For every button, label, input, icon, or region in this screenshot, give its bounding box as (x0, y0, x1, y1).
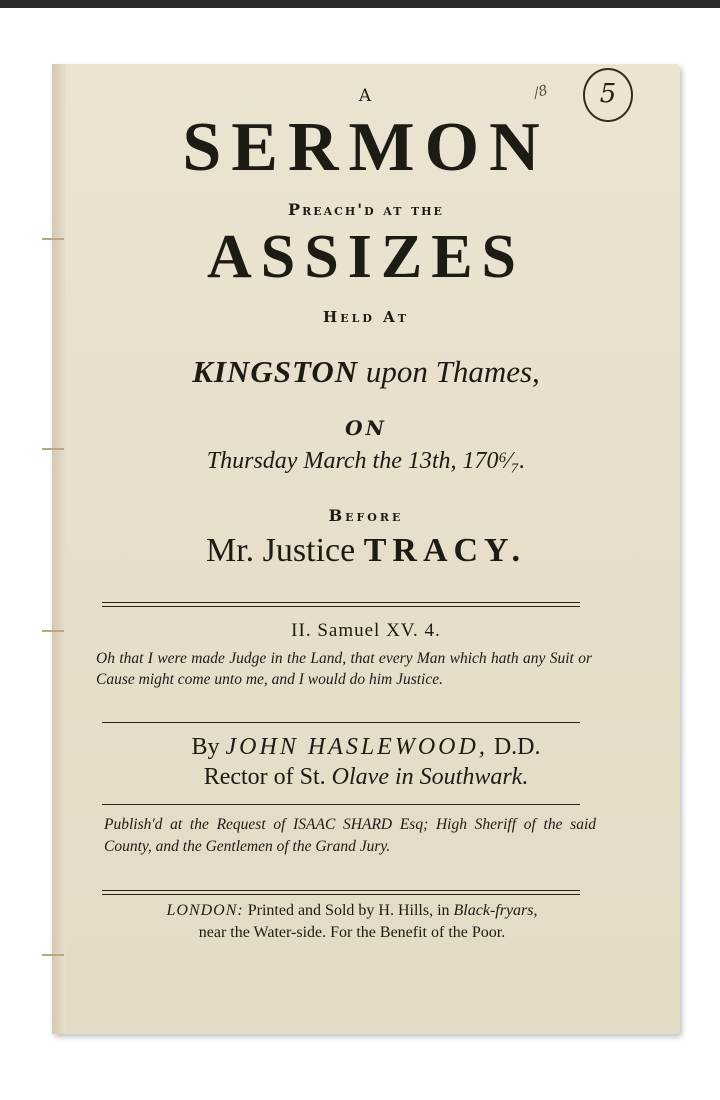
author-degree: D.D. (493, 734, 541, 760)
justice-name: TRACY. (363, 532, 526, 569)
imprint-city: LONDON: (166, 902, 244, 919)
rector-place: Olave in Southwark. (331, 764, 529, 790)
author-name: JOHN HASLEWOOD, (225, 734, 488, 760)
rector-prefix: Rector of St. (203, 764, 326, 790)
imprint-place: Black-fryars, (453, 902, 538, 919)
title-preached: Preach'd at the (288, 200, 444, 219)
handwritten-note: 5 (583, 68, 633, 122)
author-line (52, 734, 680, 761)
imprint-line2: near the Water-side. For the Benefit of the Poor. (198, 924, 506, 941)
title-justice (52, 532, 680, 570)
justice-prefix: Mr. Justice (206, 532, 356, 569)
divider-rule (102, 722, 580, 723)
divider-rule (102, 890, 580, 895)
scripture-reference: II. Samuel XV. 4. (291, 620, 441, 641)
title-article: A (358, 86, 374, 106)
scripture-quote: Oh that I were made Judge in the Land, that every Man which hath any Suit or Cause might come unto me, and I would do him Justice. (96, 650, 592, 688)
binding-thread (42, 954, 64, 956)
author-by: By (191, 734, 220, 760)
divider-rule (102, 804, 580, 805)
handwritten-mark: /8 (532, 82, 550, 102)
rector-line (52, 764, 680, 791)
top-border (0, 0, 720, 8)
title-held-at: Held At (323, 308, 409, 326)
title-assizes: ASSIZES (206, 223, 526, 291)
place-main: KINGSTON (192, 354, 359, 389)
imprint-line1: Printed and Sold by H. Hills, in (247, 902, 450, 919)
imprint (104, 900, 600, 944)
title-sermon: SERMON (182, 109, 550, 186)
title-place (52, 354, 680, 390)
publication-note: Publish'd at the Request of ISAAC SHARD Esq; High Sheriff of the said County, and the Gentlemen of the Grand Jury. (104, 816, 596, 855)
title-before: Before (328, 506, 404, 525)
title-date: Thursday March the 13th, 170⁶⁄₇. (206, 448, 526, 474)
divider-rule (102, 602, 580, 607)
title-on: ON (345, 416, 387, 440)
place-rest: upon Thames, (365, 354, 540, 389)
